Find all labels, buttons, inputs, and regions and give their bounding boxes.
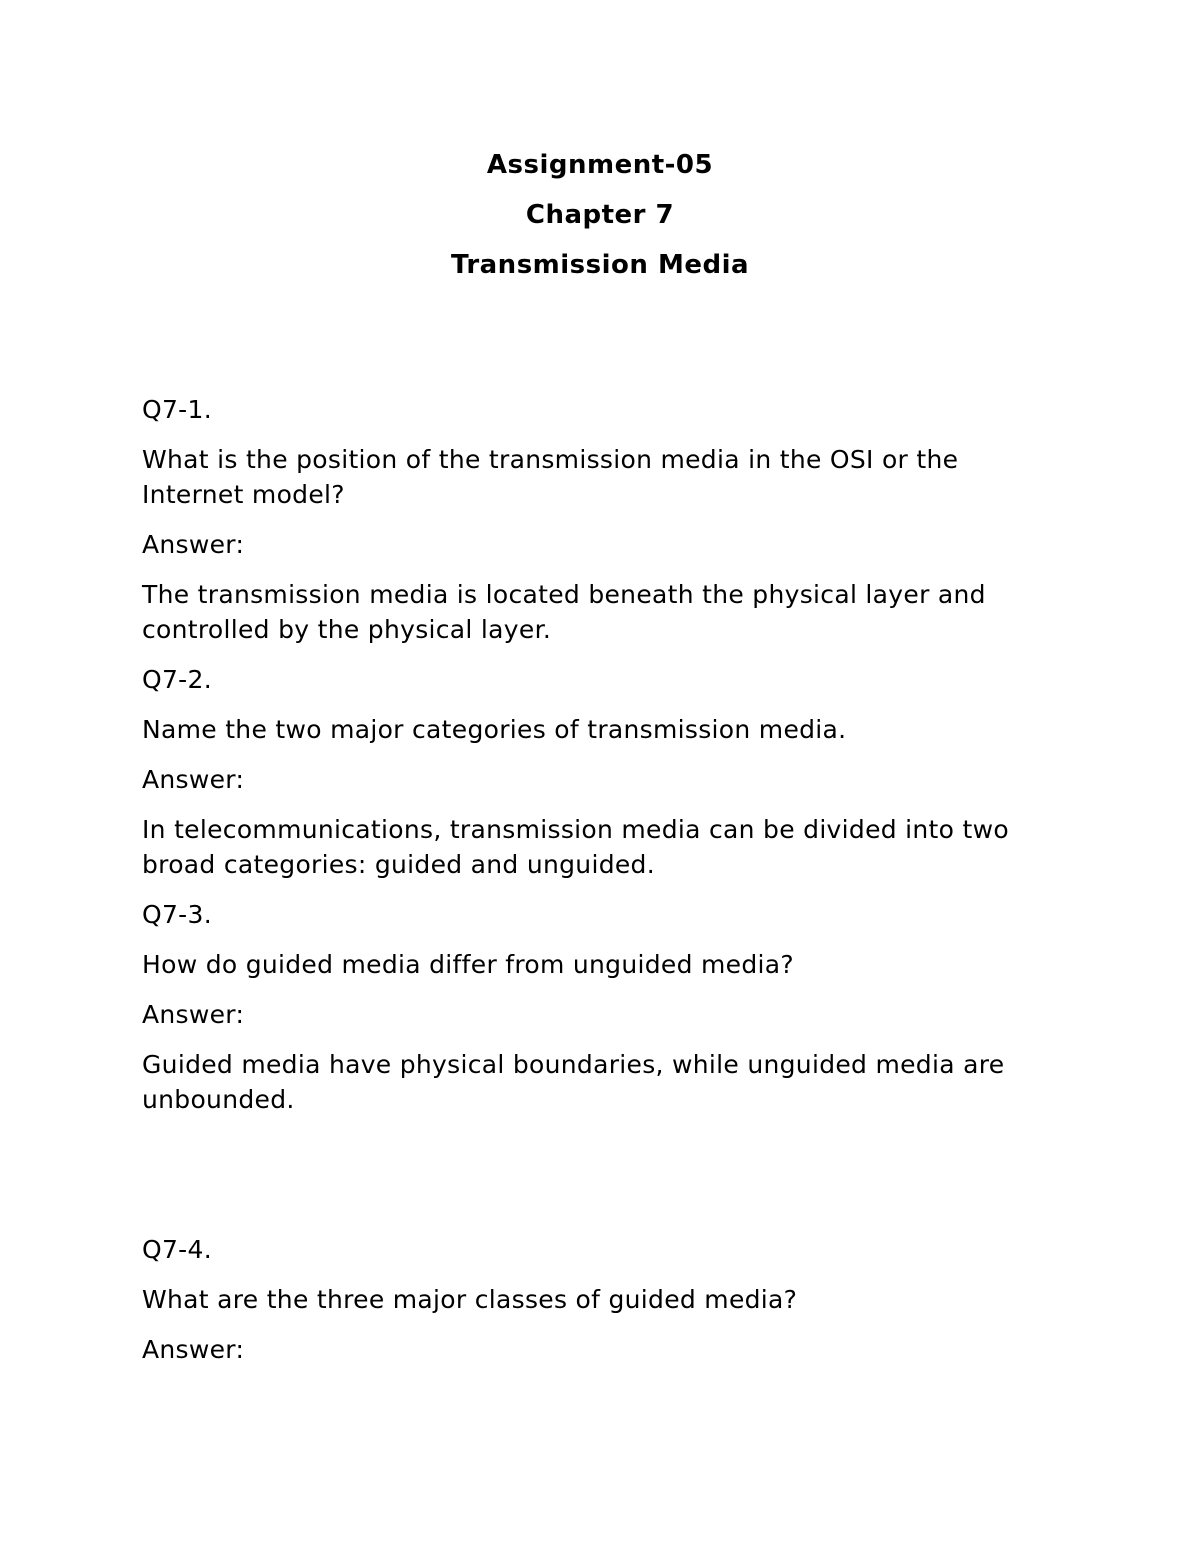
question-text: Name the two major categories of transmission media. [142, 715, 847, 744]
question-id: Q7-4. [142, 1235, 212, 1264]
answer-label: Answer: [142, 1000, 245, 1029]
document-body [142, 392, 1062, 1382]
answer-text: Guided media have physical boundaries, while unguided media are unbounded. [142, 1050, 1005, 1114]
answer-label: Answer: [142, 765, 245, 794]
answer-label: Answer: [142, 1335, 245, 1364]
question-id: Q7-1. [142, 395, 212, 424]
question-id: Q7-3. [142, 900, 212, 929]
question-id: Q7-2. [142, 665, 212, 694]
answer-label: Answer: [142, 530, 245, 559]
chapter-title: Chapter 7 [525, 200, 675, 230]
question-text: What are the three major classes of guided media? [142, 1285, 798, 1314]
question-text: How do guided media differ from unguided media? [142, 950, 794, 979]
question-text: What is the position of the transmission media in the OSI or the Internet model? [142, 445, 959, 509]
topic-title: Transmission Media [450, 250, 750, 280]
title-block [0, 140, 1200, 290]
assignment-title: Assignment-05 [486, 150, 714, 180]
blank-space [142, 1132, 1062, 1232]
answer-text: The transmission media is located beneath the physical layer and controlled by the physical layer. [142, 580, 986, 644]
answer-text: In telecommunications, transmission media can be divided into two broad categories: guided and unguided. [142, 815, 1009, 879]
